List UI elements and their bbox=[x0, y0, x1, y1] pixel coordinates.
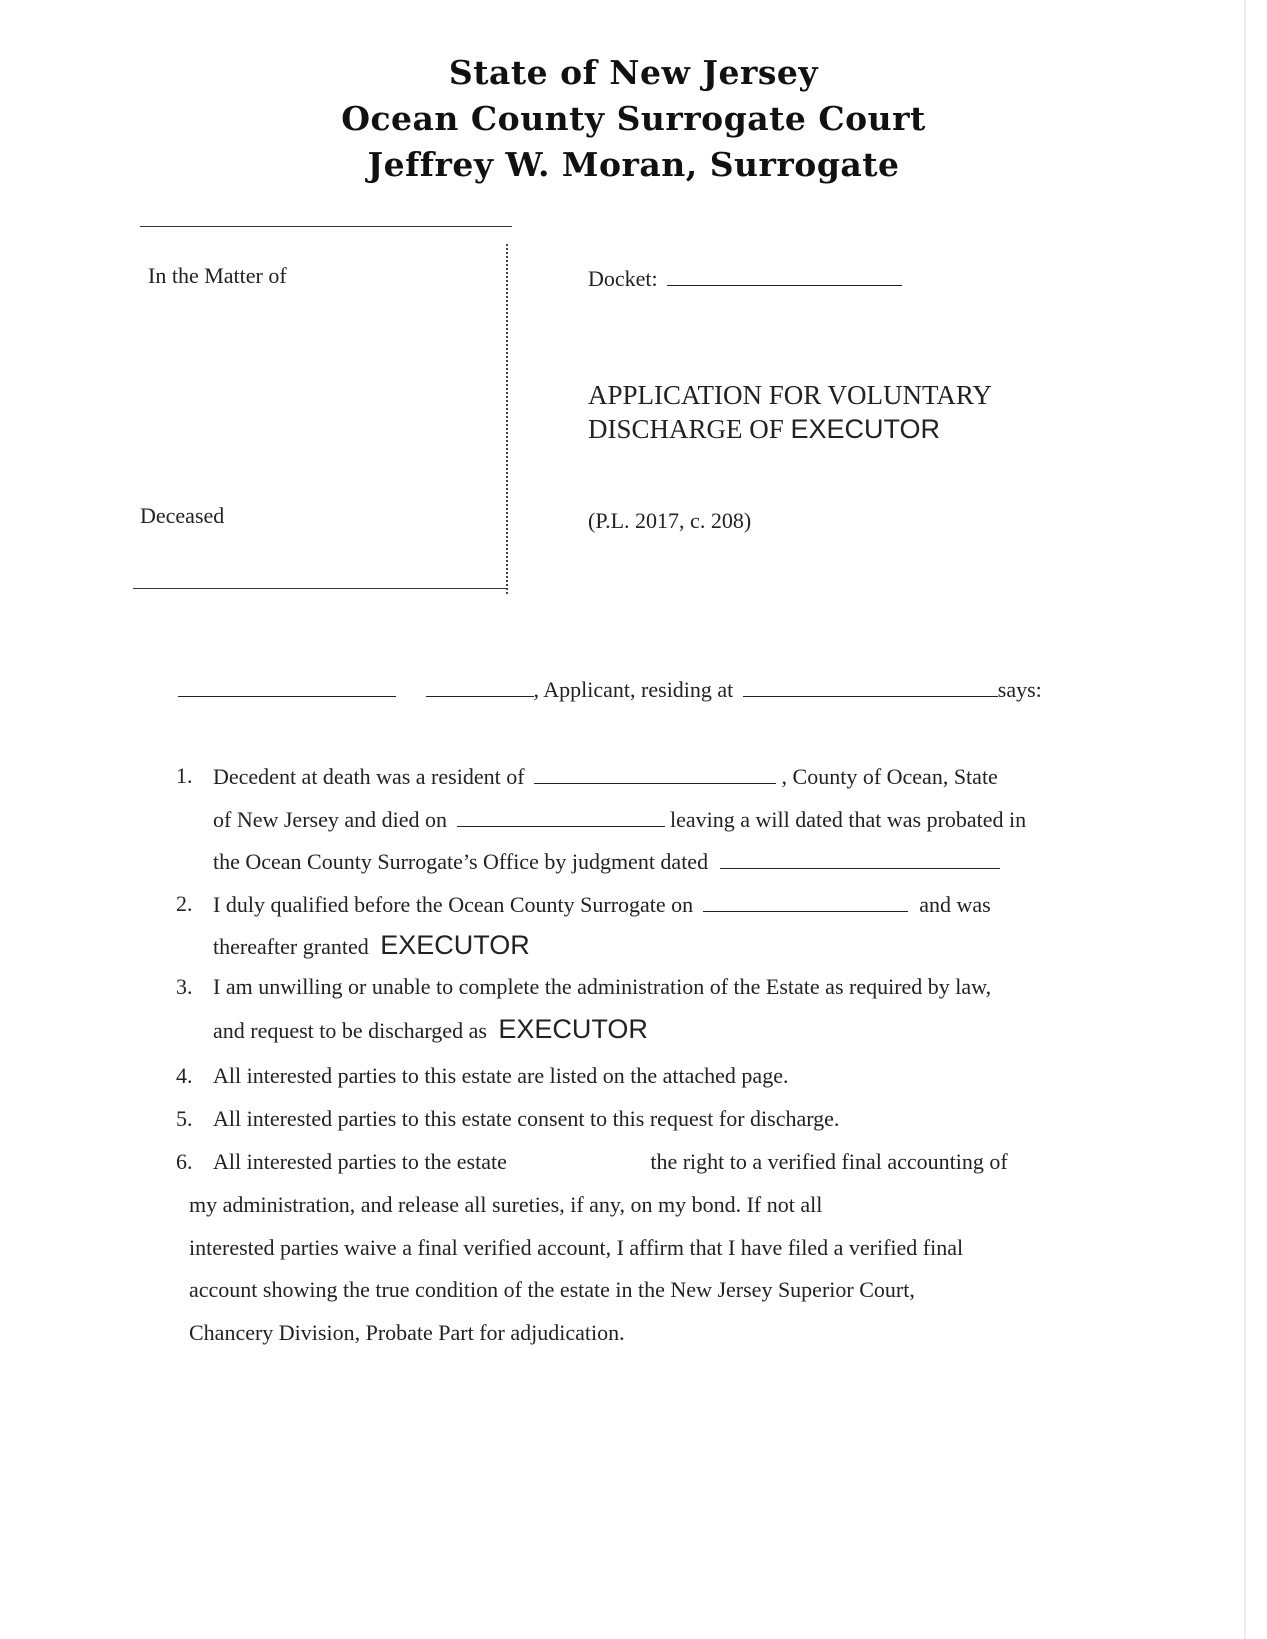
p6-line-4: account showing the true condition of the estate in the New Jersey Superior Court, bbox=[189, 1277, 915, 1302]
title-line-2-prefix: DISCHARGE OF bbox=[588, 414, 784, 444]
p4-line-1: All interested parties to this estate are listed on the attached page. bbox=[213, 1063, 789, 1088]
document-title bbox=[588, 378, 992, 446]
statute-citation: (P.L. 2017, c. 208) bbox=[588, 508, 752, 533]
title-role-fill: EXECUTOR bbox=[790, 414, 941, 444]
caption-bottom-rule bbox=[133, 588, 508, 589]
p1-line-2 bbox=[213, 806, 1026, 833]
title-line-1: APPLICATION FOR VOLUNTARY bbox=[588, 380, 992, 410]
residence-field[interactable] bbox=[534, 763, 776, 784]
p3-number: 3. bbox=[176, 974, 193, 999]
p1-text-e: the Ocean County Surrogate’s Office by judgment dated bbox=[213, 849, 709, 874]
p1-number: 1. bbox=[176, 763, 193, 788]
header-court: Ocean County Surrogate Court bbox=[341, 99, 926, 138]
matter-label: In the Matter of bbox=[148, 263, 287, 288]
title-line-2 bbox=[588, 412, 992, 446]
p6-line-1 bbox=[213, 1149, 1008, 1175]
header-state: State of New Jersey bbox=[448, 53, 819, 92]
says-text: says: bbox=[997, 677, 1042, 702]
p1-text-b: , County of Ocean, State bbox=[781, 764, 998, 789]
p2-number: 2. bbox=[176, 891, 193, 916]
caption-top-rule bbox=[140, 226, 512, 227]
death-date-field[interactable] bbox=[457, 806, 665, 827]
p1-text-d: leaving a will dated that was probated in bbox=[670, 807, 1027, 832]
applicant-name-field[interactable] bbox=[178, 676, 396, 697]
applicant-text: , Applicant, residing at bbox=[533, 677, 734, 702]
p3-role-fill: EXECUTOR bbox=[498, 1014, 648, 1044]
docket-line bbox=[588, 265, 902, 292]
p2-text-a: I duly qualified before the Ocean County Surrogate on bbox=[213, 892, 694, 917]
p2-role-fill: EXECUTOR bbox=[380, 930, 530, 960]
page-edge-shadow bbox=[1244, 0, 1246, 1639]
p6-line-5: Chancery Division, Probate Part for adjudication. bbox=[189, 1320, 625, 1345]
docket-label: Docket: bbox=[588, 266, 658, 291]
applicant-address-field[interactable] bbox=[743, 676, 998, 697]
p3-text-a: I am unwilling or unable to complete the administration of the Estate as required by law, bbox=[213, 974, 992, 999]
p6-line-3: interested parties waive a final verified account, I affirm that I have filed a verified final bbox=[189, 1235, 964, 1260]
p5-number: 5. bbox=[176, 1106, 193, 1131]
judgment-date-field[interactable] bbox=[720, 848, 1000, 869]
p6-number: 6. bbox=[176, 1149, 193, 1174]
caption-divider bbox=[506, 244, 514, 594]
p3-line-2 bbox=[213, 1016, 648, 1044]
p2-text-b: and was bbox=[919, 892, 991, 917]
p6-text-b: the right to a verified final accounting of bbox=[650, 1149, 1008, 1174]
p3-line-1 bbox=[213, 974, 991, 1000]
p2-text-c: thereafter granted bbox=[213, 934, 369, 959]
p5-line-1: All interested parties to this estate consent to this request for discharge. bbox=[213, 1106, 840, 1131]
applicant-line bbox=[178, 676, 1042, 703]
p1-text-c: of New Jersey and died on bbox=[213, 807, 447, 832]
court-header bbox=[0, 50, 1267, 188]
p4-number: 4. bbox=[176, 1063, 193, 1088]
p2-line-1 bbox=[213, 891, 991, 918]
p2-line-2 bbox=[213, 932, 530, 960]
deceased-label: Deceased bbox=[140, 503, 225, 528]
applicant-name-field-2[interactable] bbox=[426, 676, 534, 697]
p1-text-a: Decedent at death was a resident of bbox=[213, 764, 525, 789]
qualified-date-field[interactable] bbox=[703, 891, 908, 912]
p3-text-b: and request to be discharged as bbox=[213, 1018, 487, 1043]
p1-line-1 bbox=[213, 763, 998, 790]
p6-text-a: All interested parties to the estate bbox=[213, 1149, 507, 1174]
docket-field[interactable] bbox=[667, 265, 902, 286]
p1-line-3 bbox=[213, 848, 1000, 875]
p6-line-2: my administration, and release all sureties, if any, on my bond. If not all bbox=[189, 1192, 823, 1217]
header-surrogate: Jeffrey W. Moran, Surrogate bbox=[367, 145, 900, 184]
